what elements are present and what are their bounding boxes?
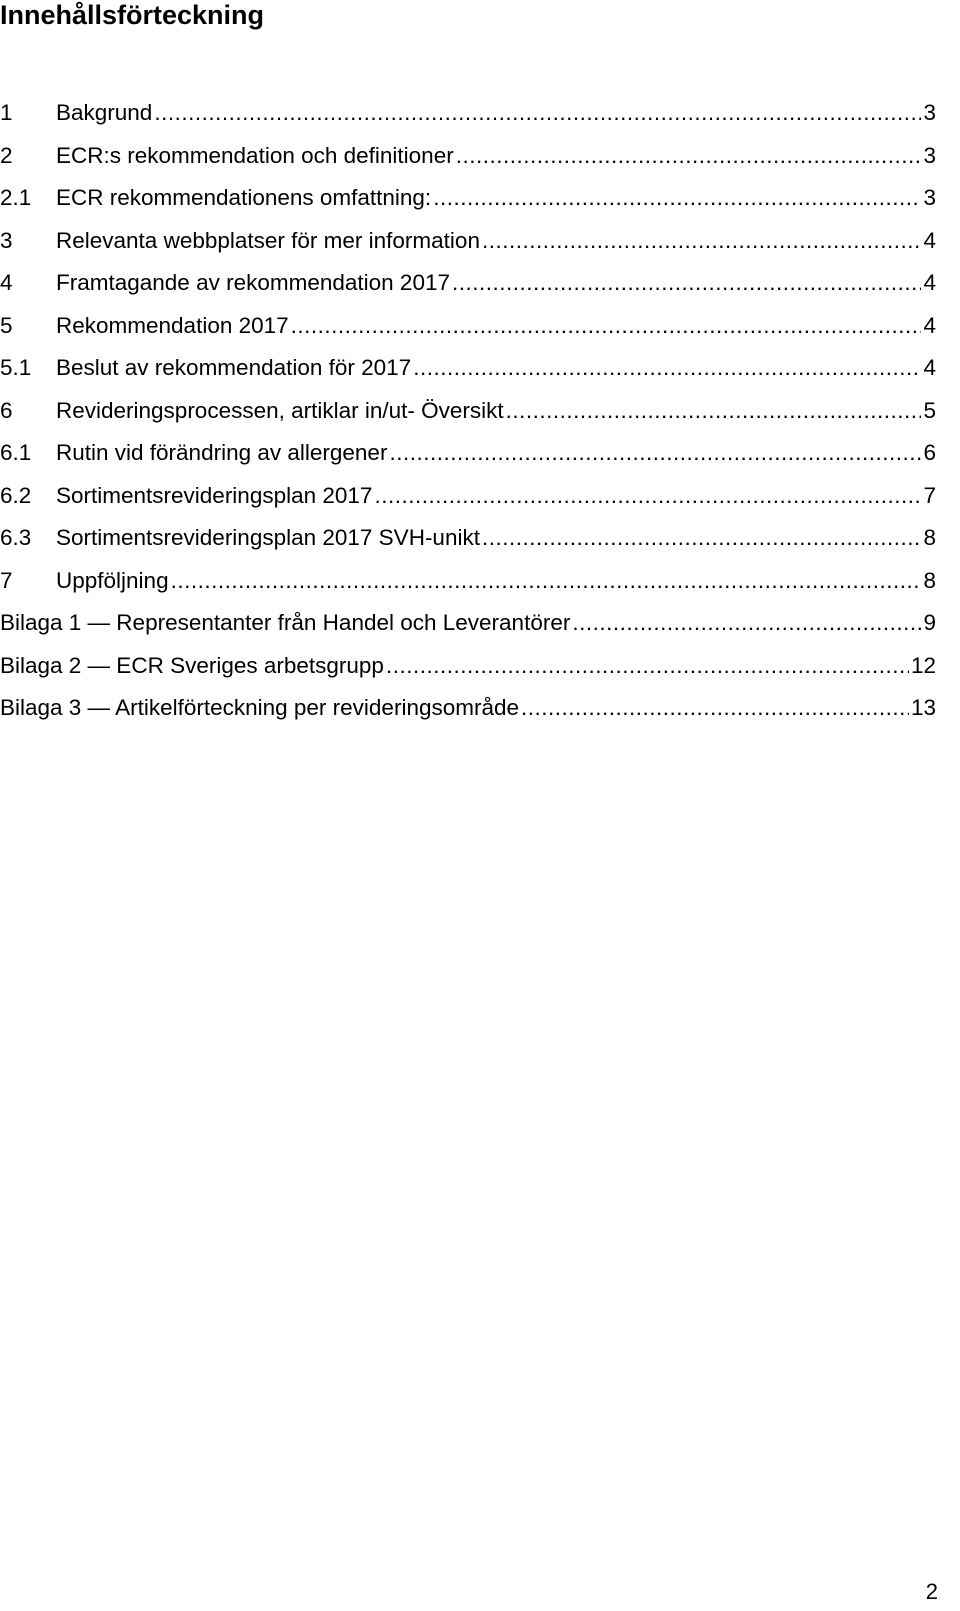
toc-entry-label: Relevanta webbplatser för mer information (56, 227, 480, 253)
toc-entry-label: Bilaga 1 — Representanter från Handel och Leverantörer (0, 610, 571, 635)
toc-entry-number: 5.1 (0, 355, 32, 380)
toc-dot-leader (482, 220, 922, 263)
toc-entry-page: 12 (910, 652, 936, 678)
toc-dot-leader (386, 645, 909, 688)
toc-entry[interactable] (0, 92, 936, 135)
toc-entry-page: 5 (923, 397, 936, 423)
toc-dot-leader (374, 475, 921, 518)
toc-entry-number: 1 (0, 100, 13, 125)
toc-entry[interactable] (0, 560, 936, 603)
toc-dot-leader (456, 135, 922, 178)
toc-entry[interactable] (0, 475, 936, 518)
toc-dot-leader (291, 305, 922, 348)
toc-entry-label: Uppföljning (56, 567, 169, 593)
toc-entry[interactable] (0, 220, 936, 263)
toc-entry-page: 13 (910, 695, 936, 720)
toc-entry-page: 7 (923, 482, 936, 508)
toc-entry-label: ECR rekommendationens omfattning: (56, 185, 432, 210)
table-of-contents (0, 92, 936, 730)
toc-dot-leader (154, 92, 921, 135)
toc-entry-page: 4 (923, 227, 936, 253)
toc-entry-number: 2 (0, 142, 13, 168)
toc-entry-number: 7 (0, 567, 13, 593)
toc-entry-number: 4 (0, 270, 13, 295)
toc-dot-leader (171, 560, 922, 603)
toc-entry-number: 5 (0, 312, 13, 338)
page-title: Innehållsförteckning (0, 0, 265, 30)
toc-entry[interactable] (0, 305, 936, 348)
toc-dot-leader (506, 390, 922, 433)
toc-entry-page: 4 (923, 270, 936, 295)
toc-entry[interactable] (0, 135, 936, 178)
toc-entry[interactable] (0, 262, 936, 305)
toc-entry[interactable] (0, 517, 936, 560)
toc-entry-page: 4 (923, 312, 936, 338)
toc-entry-label: Bakgrund (56, 100, 153, 125)
toc-dot-leader (572, 602, 921, 645)
toc-entry-number: 2.1 (0, 185, 32, 210)
toc-entry-annex[interactable] (0, 687, 936, 730)
toc-dot-leader (433, 177, 921, 220)
toc-entry-number: 6.2 (0, 482, 32, 508)
toc-entry-number: 3 (0, 227, 13, 253)
toc-entry-label: Bilaga 3 — Artikelförteckning per revideringsområde (0, 695, 520, 720)
toc-entry[interactable] (0, 432, 936, 475)
toc-dot-leader (452, 262, 922, 305)
toc-entry-page: 8 (923, 567, 936, 593)
toc-entry-page: 8 (923, 525, 936, 550)
toc-dot-leader (482, 517, 922, 560)
toc-entry-page: 6 (923, 440, 936, 465)
toc-entry-number: 6.3 (0, 525, 32, 550)
page-number: 2 (925, 1579, 938, 1604)
toc-entry-label: Revideringsprocessen, artiklar in/ut- Översikt (56, 397, 504, 423)
toc-dot-leader (389, 432, 921, 475)
toc-entry-page: 3 (923, 185, 936, 210)
toc-entry-label: Rekommendation 2017 (56, 312, 289, 338)
toc-entry-number: 6 (0, 397, 13, 423)
toc-entry-page: 4 (923, 355, 936, 380)
toc-entry-page: 9 (923, 610, 936, 635)
toc-entry-page: 3 (923, 100, 936, 125)
toc-dot-leader (413, 347, 921, 390)
toc-entry-page: 3 (923, 142, 936, 168)
toc-entry-label: Bilaga 2 — ECR Sveriges arbetsgrupp (0, 652, 384, 678)
toc-entry-annex[interactable] (0, 602, 936, 645)
toc-entry-label: Sortimentsrevideringsplan 2017 (56, 482, 373, 508)
toc-entry-number: 6.1 (0, 440, 32, 465)
toc-entry-label: Sortimentsrevideringsplan 2017 SVH-unikt (56, 525, 480, 550)
toc-entry[interactable] (0, 347, 936, 390)
toc-entry[interactable] (0, 177, 936, 220)
toc-entry-label: Framtagande av rekommendation 2017 (56, 270, 450, 295)
toc-dot-leader (521, 687, 909, 730)
toc-entry-annex[interactable] (0, 645, 936, 688)
toc-entry-label: Beslut av rekommendation för 2017 (56, 355, 412, 380)
toc-entry-label: Rutin vid förändring av allergener (56, 440, 388, 465)
toc-entry[interactable] (0, 390, 936, 433)
toc-entry-label: ECR:s rekommendation och definitioner (56, 142, 454, 168)
